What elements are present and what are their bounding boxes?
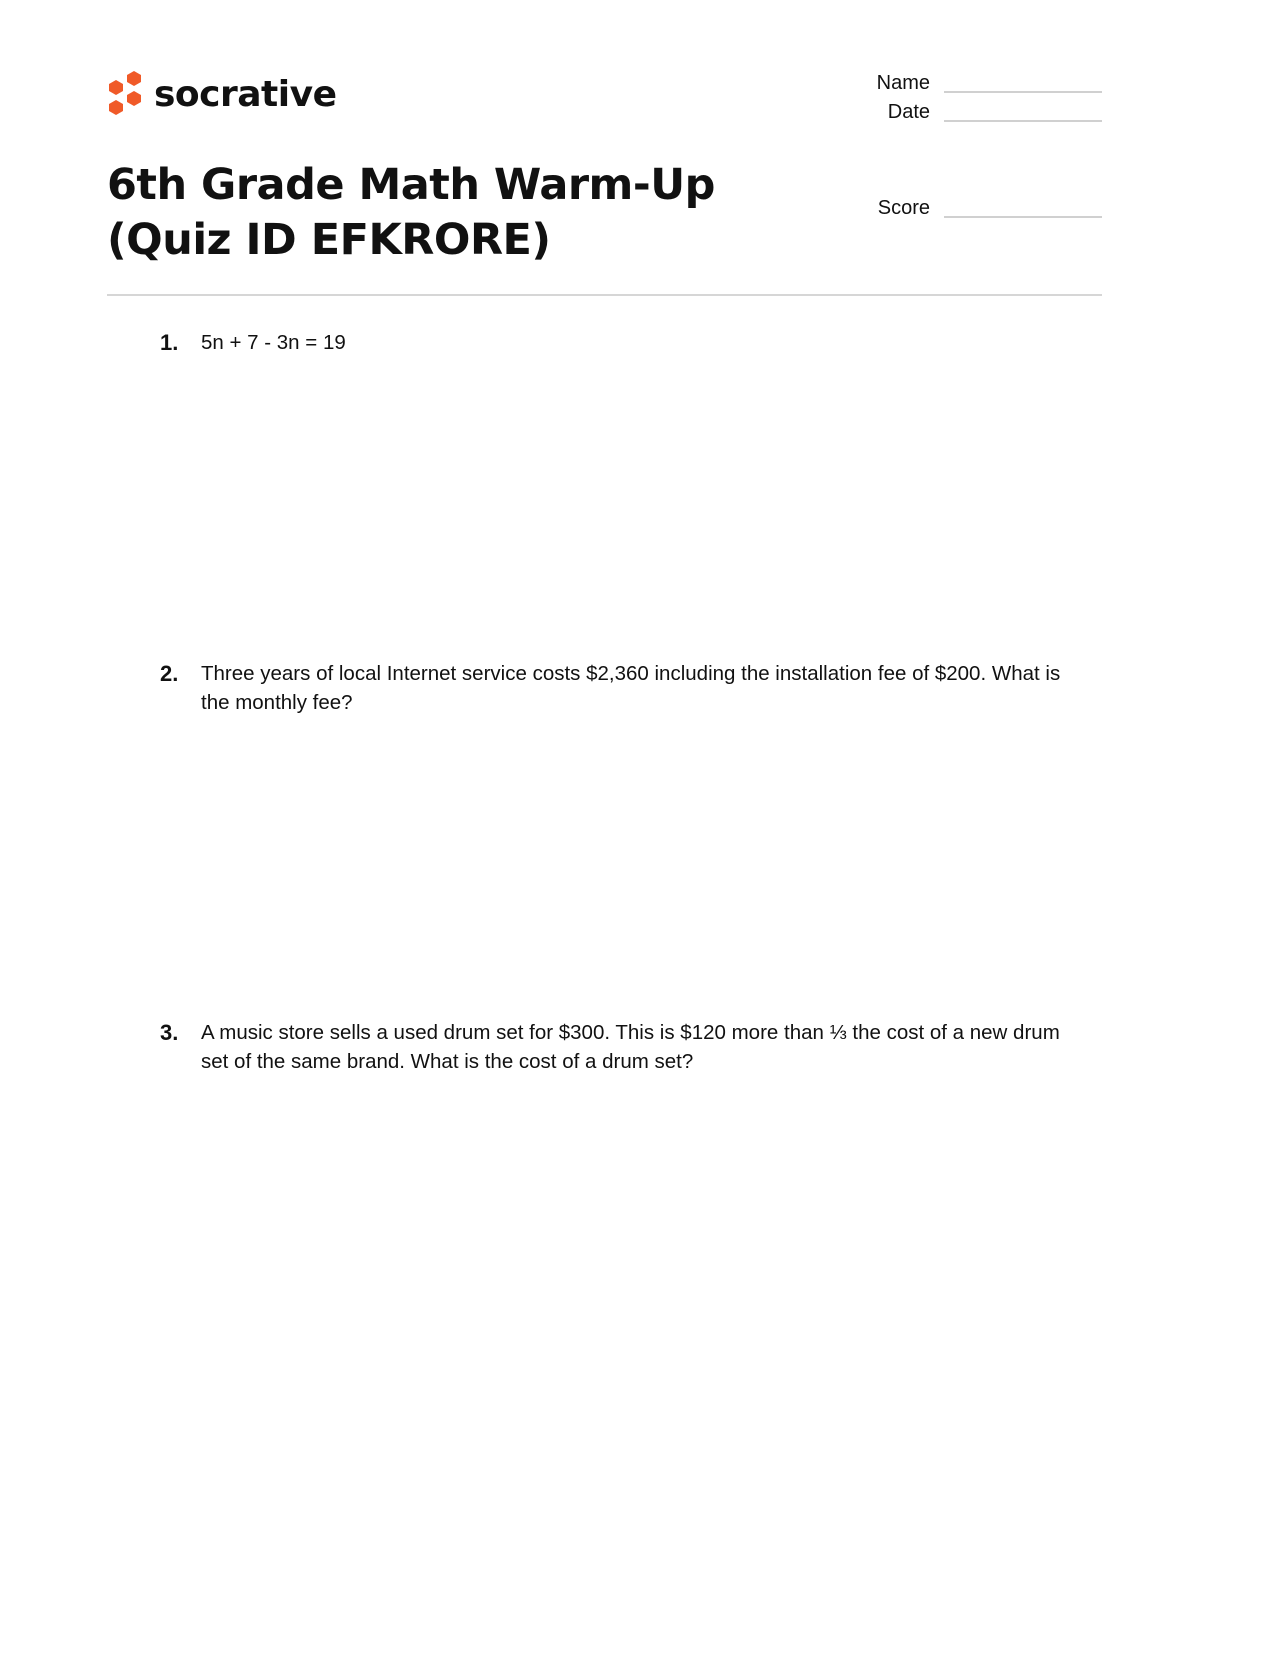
name-label: Name (876, 72, 930, 94)
hexagon-logo-icon (107, 70, 145, 118)
question-2 (160, 659, 1090, 717)
question-number: 3. (160, 1020, 179, 1045)
name-field[interactable] (850, 72, 1102, 95)
question-text: 5n + 7 - 3n = 19 (201, 331, 346, 354)
question-3 (160, 1018, 1090, 1076)
name-line[interactable] (944, 90, 1102, 93)
question-1 (160, 328, 1090, 357)
date-field[interactable] (850, 101, 1102, 124)
score-label: Score (877, 197, 930, 219)
question-number: 2. (160, 661, 179, 686)
date-line[interactable] (944, 119, 1102, 122)
score-line[interactable] (944, 215, 1102, 218)
question-number: 1. (160, 330, 179, 355)
divider (107, 294, 1102, 296)
score-field[interactable] (850, 197, 1102, 220)
date-label: Date (887, 101, 930, 123)
page-title: 6th Grade Math Warm-Up (Quiz ID EFKRORE) (107, 160, 715, 265)
question-text: A music store sells a used drum set for $300. This is $120 more than ⅓ the cost of a new drum set of the same brand. What is the cost of a drum set? (201, 1021, 1060, 1073)
logo-wordmark: socrative (154, 73, 337, 115)
socrative-logo (107, 70, 336, 118)
question-text: Three years of local Internet service costs $2,360 including the installation fee of $200. What is the monthly fee? (201, 662, 1061, 714)
